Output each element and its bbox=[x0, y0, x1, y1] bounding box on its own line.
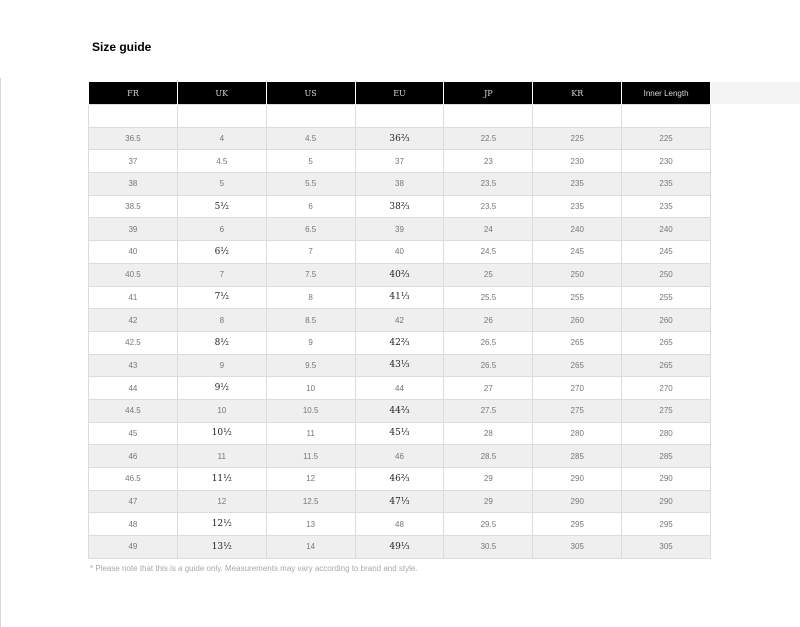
table-cell: 49⅓ bbox=[355, 536, 444, 559]
table-cell: 5 bbox=[266, 150, 355, 173]
table-cell bbox=[89, 105, 178, 128]
table-cell: 26 bbox=[444, 309, 533, 332]
column-header: KR bbox=[533, 82, 622, 105]
table-cell: 23.5 bbox=[444, 173, 533, 196]
table-cell: 40 bbox=[89, 241, 178, 264]
table-cell bbox=[622, 105, 711, 128]
table-cell: 230 bbox=[622, 150, 711, 173]
table-row bbox=[89, 218, 711, 241]
size-table-container bbox=[88, 82, 710, 559]
table-cell: 270 bbox=[622, 377, 711, 400]
table-cell: 28 bbox=[444, 422, 533, 445]
table-cell: 41 bbox=[89, 286, 178, 309]
header-row bbox=[89, 82, 711, 105]
table-cell: 235 bbox=[533, 173, 622, 196]
table-cell: 48 bbox=[355, 513, 444, 536]
table-cell: 37 bbox=[89, 150, 178, 173]
table-cell: 265 bbox=[533, 331, 622, 354]
table-cell: 5 bbox=[177, 173, 266, 196]
table-cell: 290 bbox=[533, 490, 622, 513]
table-cell: 12.5 bbox=[266, 490, 355, 513]
table-cell: 25 bbox=[444, 263, 533, 286]
table-row bbox=[89, 195, 711, 218]
table-cell: 44 bbox=[355, 377, 444, 400]
table-cell: 8½ bbox=[177, 331, 266, 354]
table-cell: 260 bbox=[622, 309, 711, 332]
table-cell: 46 bbox=[89, 445, 178, 468]
table-cell: 240 bbox=[622, 218, 711, 241]
table-row bbox=[89, 513, 711, 536]
column-header: FR bbox=[89, 82, 178, 105]
table-cell: 30.5 bbox=[444, 536, 533, 559]
table-cell: 6 bbox=[266, 195, 355, 218]
table-cell: 265 bbox=[533, 354, 622, 377]
table-cell: 46 bbox=[355, 445, 444, 468]
table-cell: 24.5 bbox=[444, 241, 533, 264]
table-row bbox=[89, 331, 711, 354]
table-cell: 9 bbox=[266, 331, 355, 354]
table-cell: 9½ bbox=[177, 377, 266, 400]
table-cell: 305 bbox=[622, 536, 711, 559]
table-cell: 270 bbox=[533, 377, 622, 400]
column-header: US bbox=[266, 82, 355, 105]
table-cell bbox=[444, 105, 533, 128]
table-cell: 36⅔ bbox=[355, 127, 444, 150]
table-cell: 46.5 bbox=[89, 468, 178, 491]
table-row bbox=[89, 309, 711, 332]
table-cell: 255 bbox=[622, 286, 711, 309]
table-cell: 41⅓ bbox=[355, 286, 444, 309]
column-header: UK bbox=[177, 82, 266, 105]
table-cell: 5½ bbox=[177, 195, 266, 218]
table-cell: 265 bbox=[622, 354, 711, 377]
table-cell: 12 bbox=[266, 468, 355, 491]
table-cell: 42⅔ bbox=[355, 331, 444, 354]
table-cell: 235 bbox=[533, 195, 622, 218]
table-cell: 9 bbox=[177, 354, 266, 377]
table-cell: 29.5 bbox=[444, 513, 533, 536]
table-cell: 245 bbox=[622, 241, 711, 264]
table-cell: 9.5 bbox=[266, 354, 355, 377]
table-row bbox=[89, 468, 711, 491]
column-header: Inner Length bbox=[622, 82, 711, 105]
table-cell: 47⅓ bbox=[355, 490, 444, 513]
table-cell: 6½ bbox=[177, 241, 266, 264]
table-cell: 4 bbox=[177, 127, 266, 150]
table-cell: 225 bbox=[533, 127, 622, 150]
table-cell: 240 bbox=[533, 218, 622, 241]
table-cell: 10 bbox=[266, 377, 355, 400]
table-cell: 4.5 bbox=[177, 150, 266, 173]
table-cell: 255 bbox=[533, 286, 622, 309]
table-row bbox=[89, 241, 711, 264]
table-cell bbox=[533, 105, 622, 128]
column-header: EU bbox=[355, 82, 444, 105]
table-cell: 6.5 bbox=[266, 218, 355, 241]
table-cell: 295 bbox=[622, 513, 711, 536]
table-cell: 6 bbox=[177, 218, 266, 241]
table-cell: 23 bbox=[444, 150, 533, 173]
table-cell: 22.5 bbox=[444, 127, 533, 150]
table-cell: 45 bbox=[89, 422, 178, 445]
table-cell: 280 bbox=[533, 422, 622, 445]
table-cell: 36.5 bbox=[89, 127, 178, 150]
table-cell: 42.5 bbox=[89, 331, 178, 354]
table-cell: 7½ bbox=[177, 286, 266, 309]
table-cell: 14 bbox=[266, 536, 355, 559]
table-cell: 235 bbox=[622, 173, 711, 196]
table-cell: 43 bbox=[89, 354, 178, 377]
table-row bbox=[89, 150, 711, 173]
table-cell: 40 bbox=[355, 241, 444, 264]
table-row bbox=[89, 490, 711, 513]
page-title: Size guide bbox=[92, 40, 152, 54]
table-cell: 46⅔ bbox=[355, 468, 444, 491]
size-table bbox=[88, 82, 711, 559]
table-cell: 7.5 bbox=[266, 263, 355, 286]
table-row bbox=[89, 422, 711, 445]
table-row bbox=[89, 263, 711, 286]
table-cell: 40⅔ bbox=[355, 263, 444, 286]
table-cell: 44⅔ bbox=[355, 399, 444, 422]
table-cell bbox=[266, 105, 355, 128]
table-cell: 275 bbox=[533, 399, 622, 422]
table-cell bbox=[177, 105, 266, 128]
table-row bbox=[89, 173, 711, 196]
table-cell: 290 bbox=[533, 468, 622, 491]
table-cell: 39 bbox=[355, 218, 444, 241]
table-cell: 290 bbox=[622, 468, 711, 491]
table-cell: 38 bbox=[355, 173, 444, 196]
table-cell: 38 bbox=[89, 173, 178, 196]
table-row bbox=[89, 536, 711, 559]
table-cell: 230 bbox=[533, 150, 622, 173]
table-row bbox=[89, 354, 711, 377]
table-cell: 7 bbox=[177, 263, 266, 286]
table-cell: 13½ bbox=[177, 536, 266, 559]
table-cell: 225 bbox=[622, 127, 711, 150]
footnote: * Please note that this is a guide only. Measurements may vary according to brand and style. bbox=[90, 564, 418, 573]
table-cell: 8 bbox=[266, 286, 355, 309]
table-cell: 11½ bbox=[177, 468, 266, 491]
table-cell: 43⅓ bbox=[355, 354, 444, 377]
table-cell: 10½ bbox=[177, 422, 266, 445]
table-cell: 44 bbox=[89, 377, 178, 400]
table-cell: 37 bbox=[355, 150, 444, 173]
table-row bbox=[89, 399, 711, 422]
table-cell: 13 bbox=[266, 513, 355, 536]
table-cell: 28.5 bbox=[444, 445, 533, 468]
table-cell: 7 bbox=[266, 241, 355, 264]
table-cell: 42 bbox=[89, 309, 178, 332]
table-cell: 40.5 bbox=[89, 263, 178, 286]
table-cell: 8.5 bbox=[266, 309, 355, 332]
table-row bbox=[89, 377, 711, 400]
table-row bbox=[89, 127, 711, 150]
table-cell: 27 bbox=[444, 377, 533, 400]
table-cell: 235 bbox=[622, 195, 711, 218]
table-cell: 42 bbox=[355, 309, 444, 332]
table-row bbox=[89, 286, 711, 309]
table-cell: 27.5 bbox=[444, 399, 533, 422]
table-body bbox=[89, 105, 711, 559]
table-cell: 10.5 bbox=[266, 399, 355, 422]
table-cell: 12 bbox=[177, 490, 266, 513]
table-cell: 44.5 bbox=[89, 399, 178, 422]
table-cell: 245 bbox=[533, 241, 622, 264]
table-row bbox=[89, 105, 711, 128]
table-cell: 49 bbox=[89, 536, 178, 559]
header-side-strip bbox=[710, 82, 800, 104]
table-cell: 11 bbox=[177, 445, 266, 468]
table-cell: 260 bbox=[533, 309, 622, 332]
table-cell: 26.5 bbox=[444, 354, 533, 377]
table-cell: 290 bbox=[622, 490, 711, 513]
column-header: JP bbox=[444, 82, 533, 105]
table-cell: 11.5 bbox=[266, 445, 355, 468]
table-cell: 295 bbox=[533, 513, 622, 536]
table-cell: 265 bbox=[622, 331, 711, 354]
table-cell: 285 bbox=[533, 445, 622, 468]
table-cell: 26.5 bbox=[444, 331, 533, 354]
table-row bbox=[89, 445, 711, 468]
table-cell: 11 bbox=[266, 422, 355, 445]
table-cell: 48 bbox=[89, 513, 178, 536]
table-cell: 38⅔ bbox=[355, 195, 444, 218]
table-cell: 285 bbox=[622, 445, 711, 468]
table-cell: 45⅓ bbox=[355, 422, 444, 445]
table-cell: 8 bbox=[177, 309, 266, 332]
table-cell: 250 bbox=[533, 263, 622, 286]
table-cell: 4.5 bbox=[266, 127, 355, 150]
table-cell: 280 bbox=[622, 422, 711, 445]
table-cell: 29 bbox=[444, 490, 533, 513]
table-cell: 25.5 bbox=[444, 286, 533, 309]
table-cell: 275 bbox=[622, 399, 711, 422]
table-cell: 305 bbox=[533, 536, 622, 559]
table-cell: 39 bbox=[89, 218, 178, 241]
table-cell: 38.5 bbox=[89, 195, 178, 218]
table-cell: 10 bbox=[177, 399, 266, 422]
left-divider bbox=[0, 78, 1, 627]
table-cell: 5.5 bbox=[266, 173, 355, 196]
table-cell: 12½ bbox=[177, 513, 266, 536]
table-cell: 250 bbox=[622, 263, 711, 286]
table-cell: 47 bbox=[89, 490, 178, 513]
table-cell: 24 bbox=[444, 218, 533, 241]
table-cell: 29 bbox=[444, 468, 533, 491]
table-cell bbox=[355, 105, 444, 128]
table-cell: 23.5 bbox=[444, 195, 533, 218]
